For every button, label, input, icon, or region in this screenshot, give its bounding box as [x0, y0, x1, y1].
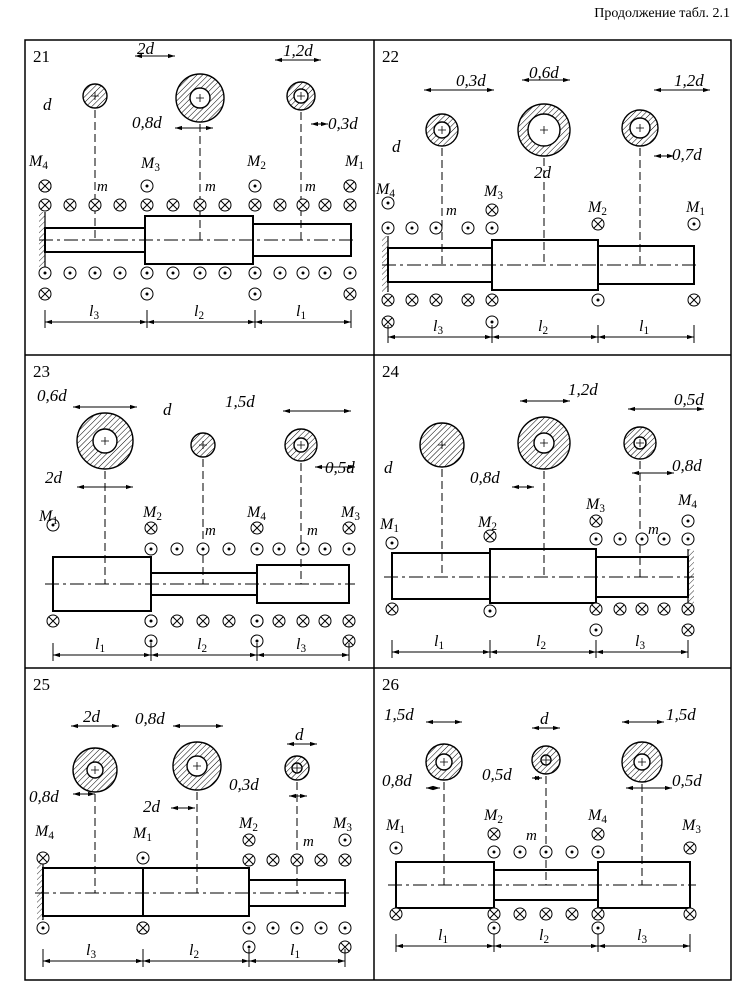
dot-marker-center	[150, 548, 153, 551]
dot-marker-center	[595, 538, 598, 541]
moment-label: M2	[588, 199, 607, 218]
problem-number: 25	[33, 675, 50, 694]
dot-marker-center	[256, 620, 259, 623]
section-dimension-label: 1,5d	[225, 392, 255, 411]
section-dimension-label: 0,6d	[529, 63, 559, 82]
dot-marker-center	[172, 272, 175, 275]
moment-label: M3	[586, 496, 605, 515]
moment-label: M4	[29, 153, 48, 172]
dot-marker-center	[256, 548, 259, 551]
mass-label: m	[526, 828, 537, 844]
section-dimension-label: 1,2d	[674, 71, 704, 90]
dot-marker-center	[324, 272, 327, 275]
moment-label: M1	[39, 508, 58, 527]
section-dimension-label: 0,8d	[135, 709, 165, 728]
section-dimension-label: 0,8d	[470, 468, 500, 487]
mass-label: m	[205, 179, 216, 195]
dot-marker-center	[320, 927, 323, 930]
length-label: l2	[536, 633, 547, 652]
problem-number: 24	[382, 362, 399, 381]
problem-number: 21	[33, 47, 50, 66]
dot-marker-center	[467, 227, 470, 230]
dot-marker-center	[597, 299, 600, 302]
mass-label: m	[97, 179, 108, 195]
fixed-support-wall	[688, 549, 694, 605]
dot-marker-center	[94, 272, 97, 275]
dot-marker-center	[150, 640, 153, 643]
dot-marker-center	[119, 272, 122, 275]
section-dimension-label: 0,8d	[29, 787, 59, 806]
problem-number: 26	[382, 675, 399, 694]
length-label: l3	[433, 318, 444, 337]
length-label: l3	[637, 927, 648, 946]
dot-marker-center	[146, 185, 149, 188]
section-dimension-label: d	[540, 709, 549, 728]
moment-label: M1	[345, 153, 364, 172]
moment-label: M3	[682, 817, 701, 836]
dot-marker-center	[545, 851, 548, 854]
shaft-segment	[490, 549, 596, 603]
moment-label: M1	[386, 817, 405, 836]
moment-label: M2	[478, 514, 497, 533]
problem-panel-21	[28, 39, 364, 328]
dot-marker-center	[142, 857, 145, 860]
shaft-segment	[43, 868, 143, 916]
dot-marker-center	[202, 548, 205, 551]
section-dimension-label: 1,5d	[666, 705, 696, 724]
dot-marker-center	[146, 272, 149, 275]
dot-marker-center	[344, 839, 347, 842]
dot-marker-center	[597, 927, 600, 930]
length-label: l1	[434, 633, 445, 652]
dot-marker-center	[146, 293, 149, 296]
moment-label: M2	[239, 815, 258, 834]
dot-marker-center	[324, 548, 327, 551]
dot-marker-center	[595, 629, 598, 632]
length-label: l2	[189, 942, 200, 961]
section-dimension-label: 0,6d	[37, 386, 67, 405]
shaft-segment	[392, 553, 490, 599]
dot-marker-center	[391, 542, 394, 545]
moment-label: M3	[484, 183, 503, 202]
dot-marker-center	[489, 610, 492, 613]
section-dimension-label: 1,2d	[568, 380, 598, 399]
section-dimension-label: d	[392, 137, 401, 156]
moment-label: M3	[333, 815, 352, 834]
moment-label: M2	[143, 504, 162, 523]
dot-marker-center	[279, 272, 282, 275]
dot-marker-center	[302, 272, 305, 275]
fixed-support-wall	[382, 236, 388, 292]
dot-marker-center	[69, 272, 72, 275]
mass-label: m	[446, 203, 457, 219]
shaft-segment	[143, 868, 249, 916]
length-label: l2	[538, 318, 549, 337]
dot-marker-center	[254, 185, 257, 188]
problem-panel-22	[375, 47, 710, 343]
fixed-support-wall	[39, 212, 45, 268]
section-dimension-label: 0,7d	[672, 145, 702, 164]
problem-number: 22	[382, 47, 399, 66]
dot-marker-center	[344, 927, 347, 930]
dot-marker-center	[491, 227, 494, 230]
moment-label: M1	[133, 825, 152, 844]
moment-label: M4	[588, 807, 607, 826]
dot-marker-center	[44, 272, 47, 275]
dot-marker-center	[493, 927, 496, 930]
moment-label: M1	[380, 516, 399, 535]
dot-marker-center	[42, 927, 45, 930]
moment-label: M2	[247, 153, 266, 172]
section-dimension-label: 2d	[534, 163, 551, 182]
mass-label: m	[307, 523, 318, 539]
length-label: l1	[296, 303, 307, 322]
dot-marker-center	[571, 851, 574, 854]
problem-panel-25	[29, 675, 352, 967]
section-dimension-label: 0,5d	[325, 458, 355, 477]
dot-marker-center	[693, 223, 696, 226]
length-label: l3	[86, 942, 97, 961]
length-label: l3	[635, 633, 646, 652]
mass-label: m	[648, 522, 659, 538]
section-dimension-label: d	[163, 400, 172, 419]
moment-label: M4	[247, 504, 266, 523]
dot-marker-center	[302, 548, 305, 551]
dot-marker-center	[687, 520, 690, 523]
section-dimension-label: 0,3d	[229, 775, 259, 794]
section-dimension-label: 2d	[83, 707, 100, 726]
dot-marker-center	[150, 620, 153, 623]
dot-marker-center	[387, 202, 390, 205]
dot-marker-center	[199, 272, 202, 275]
length-label: l1	[95, 636, 106, 655]
mass-label: m	[205, 523, 216, 539]
problem-panel-24	[379, 362, 704, 658]
section-dimension-label: 0,8d	[132, 113, 162, 132]
problem-number: 23	[33, 362, 50, 381]
section-dimension-label: 2d	[137, 39, 154, 58]
moment-label: M3	[141, 155, 160, 174]
table-continuation-caption: Продолжение табл. 2.1	[594, 6, 730, 21]
fixed-support-wall	[37, 864, 43, 920]
section-dimension-label: d	[384, 458, 393, 477]
length-label: l2	[197, 636, 208, 655]
dot-marker-center	[687, 538, 690, 541]
section-dimension-label: 0,8d	[672, 456, 702, 475]
mass-label: m	[305, 179, 316, 195]
dot-marker-center	[387, 227, 390, 230]
section-dimension-label: 0,3d	[456, 71, 486, 90]
dot-marker-center	[256, 640, 259, 643]
dot-marker-center	[228, 548, 231, 551]
moment-label: M4	[678, 492, 697, 511]
section-dimension-label: 0,5d	[482, 765, 512, 784]
section-dimension-label: 0,5d	[672, 771, 702, 790]
dot-marker-center	[619, 538, 622, 541]
section-dimension-label: 0,3d	[328, 114, 358, 133]
dot-marker-center	[435, 227, 438, 230]
section-dimension-label: 1,5d	[384, 705, 414, 724]
moment-label: M4	[376, 181, 395, 200]
section-dimension-label: 0,8d	[382, 771, 412, 790]
dot-marker-center	[519, 851, 522, 854]
moment-label: M4	[35, 823, 54, 842]
section-dimension-label: 2d	[45, 468, 62, 487]
mass-label: m	[303, 834, 314, 850]
dot-marker-center	[254, 293, 257, 296]
section-dimension-label: d	[43, 95, 52, 114]
section-dimension-label: 0,5d	[674, 390, 704, 409]
section-dimension-label: 1,2d	[283, 41, 313, 60]
length-label: l2	[539, 927, 550, 946]
dot-marker-center	[493, 851, 496, 854]
dot-marker-center	[663, 538, 666, 541]
dot-marker-center	[597, 851, 600, 854]
moment-label: M2	[484, 807, 503, 826]
section-dimension-label: d	[295, 725, 304, 744]
dot-marker-center	[411, 227, 414, 230]
problem-panel-23	[33, 362, 360, 661]
dot-marker-center	[491, 321, 494, 324]
dot-marker-center	[248, 927, 251, 930]
length-label: l2	[194, 303, 205, 322]
dot-marker-center	[224, 272, 227, 275]
moment-label: M3	[341, 504, 360, 523]
dot-marker-center	[641, 538, 644, 541]
dot-marker-center	[349, 272, 352, 275]
section-dimension-label: 2d	[143, 797, 160, 816]
dot-marker-center	[278, 548, 281, 551]
length-label: l3	[89, 303, 100, 322]
dot-marker-center	[254, 272, 257, 275]
dot-marker-center	[248, 946, 251, 949]
length-label: l1	[290, 942, 301, 961]
length-label: l3	[296, 636, 307, 655]
dot-marker-center	[296, 927, 299, 930]
moment-label: M1	[686, 199, 705, 218]
length-label: l1	[639, 318, 650, 337]
dot-marker-center	[272, 927, 275, 930]
length-label: l1	[438, 927, 449, 946]
dot-marker-center	[395, 847, 398, 850]
dot-marker-center	[176, 548, 179, 551]
dot-marker-center	[348, 548, 351, 551]
problem-panel-26	[382, 675, 702, 952]
